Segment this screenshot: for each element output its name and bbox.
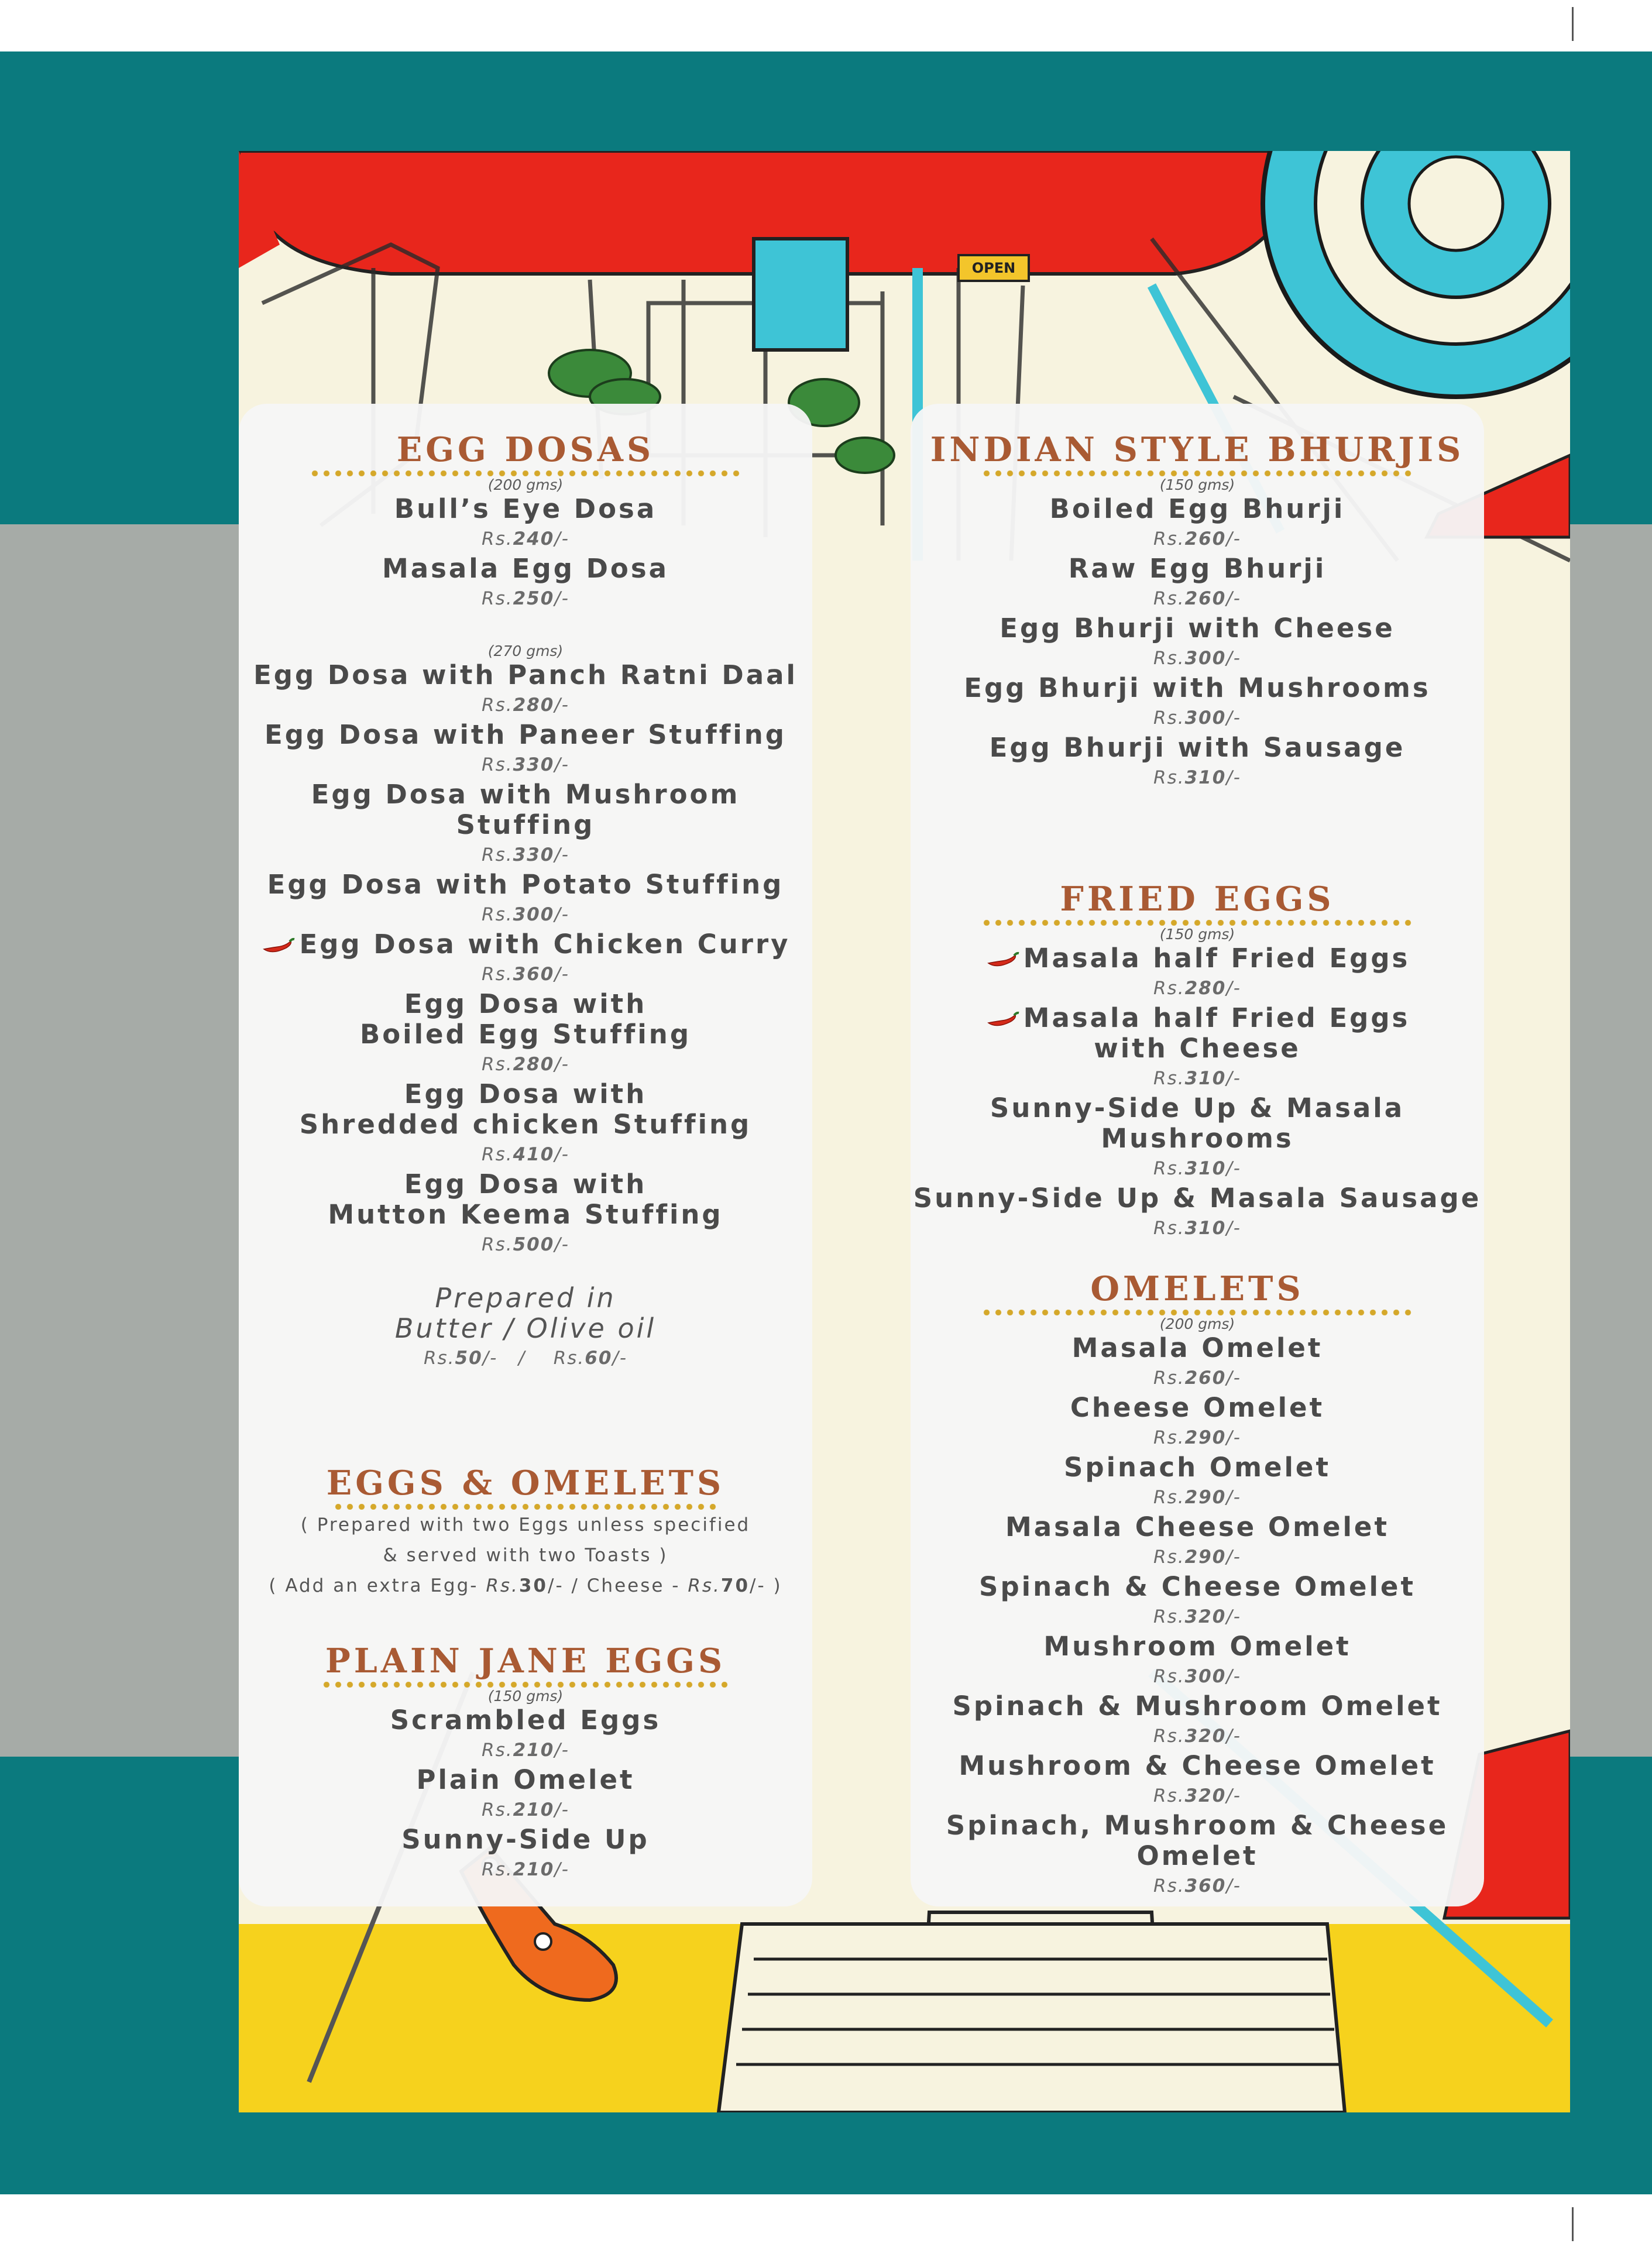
eggs-omelets-section xyxy=(239,1463,812,1601)
menu-item-name: Spinach, Mushroom & Cheese Omelet xyxy=(946,1810,1449,1871)
menu-item-name: Egg Bhurji with Cheese xyxy=(1000,613,1395,644)
menu-item xyxy=(239,554,812,613)
menu-item-price: Rs.410/- xyxy=(482,1144,569,1165)
menu-item xyxy=(911,1452,1484,1512)
menu-item xyxy=(911,1093,1484,1183)
menu-item-name: Spinach & Cheese Omelet xyxy=(979,1571,1416,1602)
fried-eggs-section xyxy=(911,879,1484,1243)
section-title-eggs-omelets: EGGS & OMELETS xyxy=(326,1463,725,1503)
weight-note: (200 gms) xyxy=(487,476,564,493)
omelets-section xyxy=(911,1269,1484,1901)
menu-item-price: Rs.260/- xyxy=(1153,588,1241,609)
menu-item xyxy=(911,1393,1484,1452)
weight-note: (150 gms) xyxy=(1159,926,1235,943)
menu-item-price: Rs.310/- xyxy=(1153,767,1241,788)
prepared-note-line2: Butter / Olive oil xyxy=(394,1313,657,1344)
butter-olive-prices: Rs.50/- / Rs.60/- xyxy=(423,1348,628,1369)
menu-item-name: Sunny-Side Up xyxy=(401,1824,650,1855)
menu-item-name-line2: Shredded chicken Stuffing xyxy=(299,1109,752,1140)
menu-item xyxy=(239,779,812,870)
menu-item-price: Rs.240/- xyxy=(482,528,569,549)
menu-item xyxy=(911,1631,1484,1691)
menu-item-name-line2: Boiled Egg Stuffing xyxy=(359,1019,692,1050)
menu-item-price: Rs.290/- xyxy=(1153,1427,1241,1448)
menu-item xyxy=(239,1765,812,1825)
menu-item xyxy=(239,989,812,1079)
plain-jane-section xyxy=(239,1641,812,1884)
menu-item-name: Mushroom & Cheese Omelet xyxy=(959,1750,1436,1781)
section-title-egg-dosas: EGG DOSAS xyxy=(396,430,655,469)
menu-item-name: Egg Dosa with Potato Stuffing xyxy=(267,869,784,900)
menu-item xyxy=(911,494,1484,554)
olive-price: 60 xyxy=(585,1348,613,1369)
section-title-omelets: OMELETS xyxy=(1090,1269,1304,1308)
menu-item-price: Rs.250/- xyxy=(482,588,569,609)
crop-mark-top xyxy=(1572,7,1574,41)
open-sign-text: OPEN xyxy=(971,260,1016,276)
dotted-divider xyxy=(981,920,1414,926)
right-menu-panel xyxy=(911,404,1484,1906)
menu-item xyxy=(239,1705,812,1765)
menu-item-price: Rs.330/- xyxy=(482,754,569,775)
chili-icon xyxy=(985,1011,1020,1029)
menu-item-name: Egg Dosa with Panch Ratni Daal xyxy=(253,659,798,690)
menu-item-name: Egg Bhurji with Sausage xyxy=(989,732,1406,763)
cheese-price: 70 xyxy=(720,1575,750,1596)
menu-item-name-line2: with Cheese xyxy=(1094,1033,1301,1064)
menu-item-name: Masala Cheese Omelet xyxy=(1005,1511,1389,1542)
menu-item-name: Mushroom Omelet xyxy=(1043,1631,1351,1662)
dotted-divider xyxy=(981,470,1414,476)
menu-item-name: Egg Bhurji with Mushrooms xyxy=(964,672,1431,703)
extra-egg-price: 30 xyxy=(518,1575,548,1596)
menu-item-price: Rs.280/- xyxy=(1153,978,1241,999)
menu-item-price: Rs.210/- xyxy=(482,1740,569,1761)
menu-item-name: Sunny-Side Up & Masala Mushrooms xyxy=(990,1092,1405,1154)
crop-mark-bottom xyxy=(1572,2207,1574,2241)
menu-item-name: Masala half Fried Eggs xyxy=(911,943,1484,974)
menu-item xyxy=(911,1572,1484,1631)
menu-item-price: Rs.320/- xyxy=(1153,1785,1241,1806)
dotted-divider xyxy=(321,1682,730,1688)
menu-item-name: Scrambled Eggs xyxy=(390,1705,661,1736)
menu-item-name: Masala Omelet xyxy=(1071,1332,1323,1363)
menu-item xyxy=(911,1183,1484,1243)
eggs-note-line2: & served with two Toasts ) xyxy=(383,1545,668,1566)
weight-note: (200 gms) xyxy=(1159,1315,1235,1332)
menu-item-name: Bull’s Eye Dosa xyxy=(394,493,657,524)
chili-icon xyxy=(985,951,1020,969)
extras-note: ( Add an extra Egg- Rs.30/- / Cheese - Rs.70/- ) xyxy=(269,1575,782,1596)
menu-item xyxy=(239,1169,812,1259)
menu-item xyxy=(911,943,1484,1003)
menu-item-name: Sunny-Side Up & Masala Sausage xyxy=(913,1183,1482,1214)
menu-item-name: Plain Omelet xyxy=(416,1764,635,1795)
menu-item-price: Rs.210/- xyxy=(482,1799,569,1820)
menu-item-name: Masala Egg Dosa xyxy=(382,553,669,584)
menu-item-price: Rs.360/- xyxy=(1153,1875,1241,1896)
menu-item-price: Rs.310/- xyxy=(1153,1158,1241,1179)
prepared-note-line1: Prepared in xyxy=(435,1282,616,1314)
menu-item-price: Rs.290/- xyxy=(1153,1547,1241,1568)
menu-item xyxy=(239,720,812,779)
left-menu-panel xyxy=(239,404,812,1906)
menu-item-price: Rs.260/- xyxy=(1153,1368,1241,1389)
menu-item-name: Spinach Omelet xyxy=(1064,1452,1331,1483)
menu-item-name-line1: Egg Dosa with xyxy=(404,988,647,1019)
section-title-plain-jane: PLAIN JANE EGGS xyxy=(325,1641,726,1681)
menu-item xyxy=(911,1512,1484,1572)
menu-item-name-line1: Egg Dosa with xyxy=(404,1169,647,1200)
menu-item-price: Rs.320/- xyxy=(1153,1606,1241,1627)
menu-item-price: Rs.310/- xyxy=(1153,1068,1241,1089)
butter-price: 50 xyxy=(455,1348,483,1369)
menu-item-price: Rs.300/- xyxy=(1153,707,1241,729)
menu-item xyxy=(911,1691,1484,1751)
menu-item-price: Rs.300/- xyxy=(1153,1666,1241,1687)
menu-item-name-line2: Mutton Keema Stuffing xyxy=(328,1199,723,1230)
dotted-divider xyxy=(981,1310,1414,1315)
menu-item-name-line1: Egg Dosa with xyxy=(404,1078,647,1109)
menu-item xyxy=(911,673,1484,733)
menu-item-name: Cheese Omelet xyxy=(1070,1392,1325,1423)
menu-item-price: Rs.360/- xyxy=(482,964,569,985)
menu-item-price: Rs.300/- xyxy=(1153,648,1241,669)
menu-item-price: Rs.310/- xyxy=(1153,1218,1241,1239)
menu-item xyxy=(911,554,1484,613)
menu-item-name: Egg Dosa with Mushroom Stuffing xyxy=(311,779,740,840)
menu-item-price: Rs.280/- xyxy=(482,695,569,716)
menu-item-name: Raw Egg Bhurji xyxy=(1068,553,1327,584)
menu-item-name: Spinach & Mushroom Omelet xyxy=(952,1691,1443,1722)
bhurjis-section xyxy=(911,430,1484,792)
menu-item xyxy=(239,1825,812,1884)
menu-item-price: Rs.210/- xyxy=(482,1859,569,1880)
section-title-fried-eggs: FRIED EGGS xyxy=(1060,879,1335,919)
currency-label: Rs. xyxy=(553,1348,585,1369)
weight-note: (150 gms) xyxy=(487,1688,564,1705)
weight-note: (270 gms) xyxy=(487,643,564,659)
menu-item-price: Rs.320/- xyxy=(1153,1726,1241,1747)
menu-item-price: Rs.290/- xyxy=(1153,1487,1241,1508)
menu-item-price: Rs.300/- xyxy=(482,904,569,925)
menu-item xyxy=(911,1751,1484,1810)
menu-item-name-line1: Masala half Fried Eggs xyxy=(911,1003,1484,1033)
currency-label: Rs. xyxy=(423,1348,455,1369)
dotted-divider xyxy=(332,1504,719,1510)
menu-item-name: Egg Dosa with Chicken Curry xyxy=(239,929,812,960)
menu-item xyxy=(911,1333,1484,1393)
menu-item-name: Boiled Egg Bhurji xyxy=(1049,493,1345,524)
menu-item-name: Egg Dosa with Paneer Stuffing xyxy=(265,719,786,750)
menu-item xyxy=(239,1079,812,1169)
menu-item-price: Rs.330/- xyxy=(482,844,569,865)
section-title-bhurjis: INDIAN STYLE BHURJIS xyxy=(930,430,1465,469)
menu-item xyxy=(911,1003,1484,1093)
menu-item-price: Rs.500/- xyxy=(482,1234,569,1255)
dotted-divider xyxy=(309,470,742,476)
menu-item-price: Rs.260/- xyxy=(1153,528,1241,549)
menu-item xyxy=(239,660,812,720)
menu-item xyxy=(911,733,1484,792)
chili-icon xyxy=(260,937,296,955)
egg-dosas-section xyxy=(239,430,812,1373)
menu-item-price: Rs.280/- xyxy=(482,1054,569,1075)
menu-item xyxy=(239,494,812,554)
menu-item xyxy=(239,929,812,989)
menu-item xyxy=(911,613,1484,673)
menu-item xyxy=(239,870,812,929)
eggs-note-line1: ( Prepared with two Eggs unless specified xyxy=(300,1514,751,1535)
weight-note: (150 gms) xyxy=(1159,476,1235,493)
menu-item xyxy=(911,1810,1484,1901)
